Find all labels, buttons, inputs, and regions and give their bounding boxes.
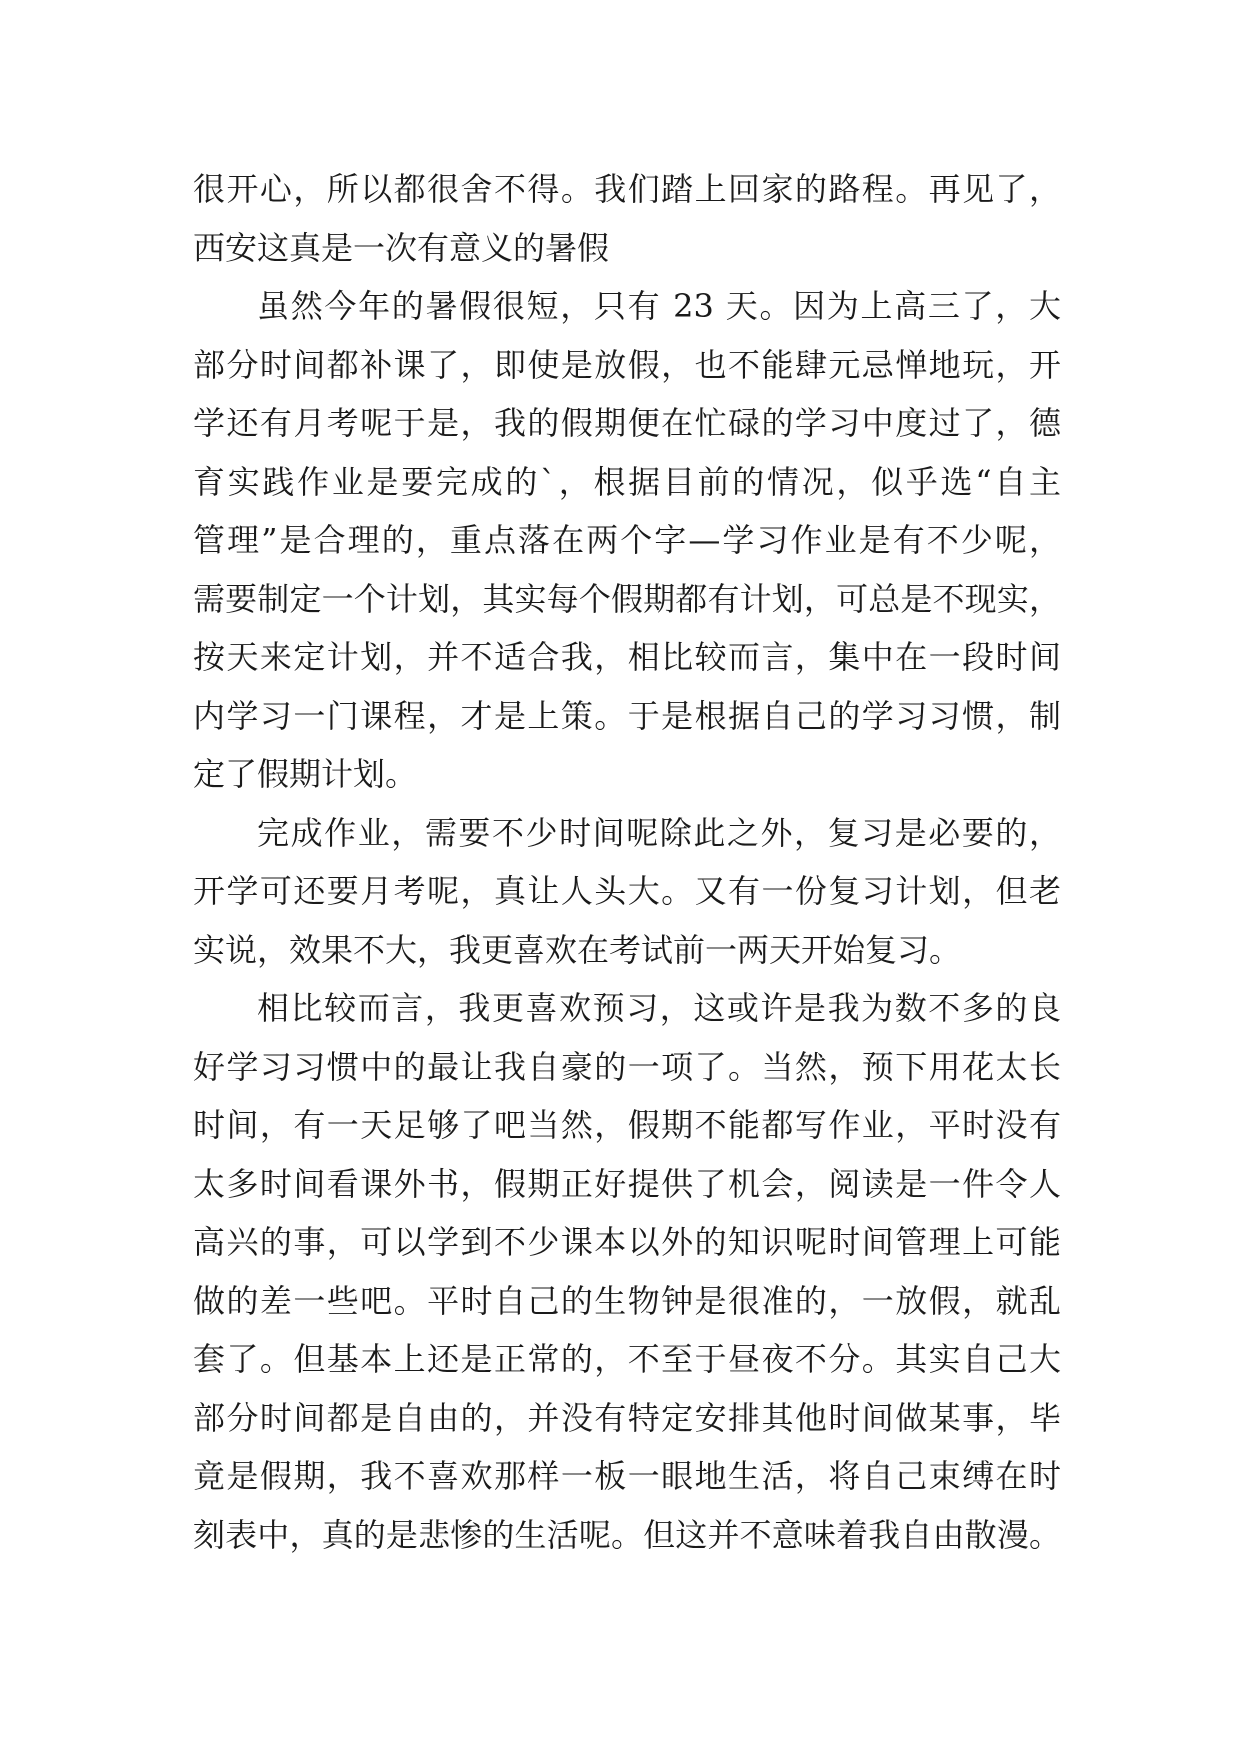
text-line: 西安这真是一次有意义的暑假 bbox=[193, 228, 610, 267]
text-line: 按天来定计划，并不适合我，相比较而言，集中在一段时间 bbox=[193, 638, 1061, 676]
text-line: 时间，有一天足够了吧当然，假期不能都写作业，平时没有 bbox=[193, 1106, 1061, 1144]
text-line: 学还有月考呢于是，我的假期便在忙碌的学习中度过了，德 bbox=[193, 404, 1061, 442]
text-line: 高兴的事，可以学到不少课本以外的知识呢时间管理上可能 bbox=[193, 1223, 1061, 1261]
text-line: 开学可还要月考呢，真让人头大。又有一份复习计划，但老 bbox=[193, 872, 1061, 910]
text-line: 内学习一门课程，才是上策。于是根据自己的学习习惯，制 bbox=[193, 696, 1061, 735]
document-body bbox=[193, 160, 1061, 1564]
text-line: 实说，效果不大，我更喜欢在考试前一两天开始复习。 bbox=[193, 930, 962, 969]
text-line: 刻表中，真的是悲惨的生活呢。但这并不意味着我自由散漫。 bbox=[193, 1515, 1061, 1554]
text-line: 管理”是合理的，重点落在两个字—学习作业是有不少呢， bbox=[193, 521, 1061, 559]
text-line: 竟是假期，我不喜欢那样一板一眼地生活，将自己束缚在时 bbox=[193, 1457, 1061, 1495]
text-line: 定了假期计划。 bbox=[193, 755, 418, 793]
paragraph-2 bbox=[193, 277, 1061, 804]
text-line: 育实践作业是要完成的`，根据目前的情况，似乎选“自主 bbox=[193, 462, 1061, 501]
text-line: 太多时间看课外书，假期正好提供了机会，阅读是一件令人 bbox=[193, 1164, 1061, 1203]
paragraph-1 bbox=[193, 160, 1061, 277]
text-line: 套了。但基本上还是正常的，不至于昼夜不分。其实自己大 bbox=[193, 1340, 1061, 1378]
paragraph-4 bbox=[193, 979, 1061, 1564]
text-line: 很开心，所以都很舍不得。我们踏上回家的路程。再见了， bbox=[193, 170, 1061, 208]
text-line: 虽然今年的暑假很短，只有 23 天。因为上高三了，大 bbox=[257, 287, 1061, 325]
text-line: 需要制定一个计划，其实每个假期都有计划，可总是不现实， bbox=[193, 579, 1061, 618]
text-line: 好学习习惯中的最让我自豪的一项了。当然，预下用花太长 bbox=[193, 1047, 1061, 1086]
text-line: 做的差一些吧。平时自己的生物钟是很准的，一放假，就乱 bbox=[193, 1281, 1061, 1320]
text-line: 相比较而言，我更喜欢预习，这或许是我为数不多的良 bbox=[257, 989, 1061, 1027]
text-line: 部分时间都是自由的，并没有特定安排其他时间做某事，毕 bbox=[193, 1398, 1061, 1437]
text-line: 部分时间都补课了，即使是放假，也不能肆元忌惮地玩，开 bbox=[193, 345, 1061, 384]
paragraph-3 bbox=[193, 804, 1061, 980]
text-line: 完成作业，需要不少时间呢除此之外，复习是必要的， bbox=[257, 813, 1061, 852]
